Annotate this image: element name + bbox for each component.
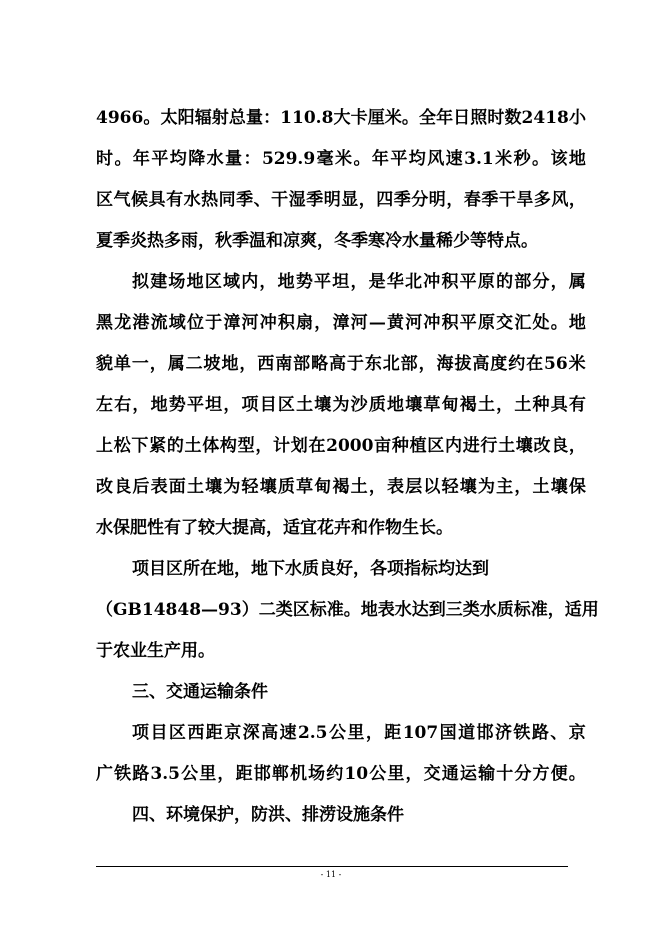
paragraph-terrain xyxy=(96,262,586,549)
text-line: 夏季炎热多雨，秋季温和凉爽，冬季寒冷水量稀少等特点。 xyxy=(96,231,538,251)
footer-divider xyxy=(96,866,568,867)
text-line: 左 右 ， 地 势 平 坦 ， 项 目 区 土 壤 为 沙 质 地 壤 草 甸 褐 土 ， 土 种 具 有 xyxy=(96,395,586,415)
section-heading-transport: 三、交通运输条件 xyxy=(132,682,268,702)
text-line: 改 良 后 表 面 土 壤 为 轻 壤 质 草 甸 褐 土 ， 表 层 以 轻 壤 为 主 ， 土 壤 保 xyxy=(96,477,586,497)
text-line: 区 气 候 具 有 水 热 同 季 、 干 湿 季 明 显 ， 四 季 分 明 ， 春 季 干 旱 多 风 ， xyxy=(96,190,586,210)
text-line: 广 铁 路 3.5 公 里 ， 距 邯 郸 机 场 约 10 公 里 ， 交 通 运 输 十 分 方 便 。 xyxy=(96,764,586,784)
text-line: 上 松 下 紧 的 土 体 构 型 ， 计 划 在 2000 亩 种 植 区 内 进 行 土 壤 改 良 ， xyxy=(96,436,586,456)
text-line: 貌 单 一 ， 属 二 坡 地 ， 西 南 部 略 高 于 东 北 部 ， 海 拔 高 度 约 在 56 米 xyxy=(96,354,586,374)
text-line: 拟 建 场 地 区 域 内 ， 地 势 平 坦 ， 是 华 北 冲 积 平 原 的 部 分 ， 属 xyxy=(132,272,586,292)
section-heading-environment: 四、环境保护，防洪、排涝设施条件 xyxy=(132,805,404,825)
text-line: 项 目 区 西 距 京 深 高 速 2.5 公 里 ， 距 107 国 道 邯 济 铁 路 、 京 xyxy=(132,723,586,743)
document-body xyxy=(96,98,599,836)
paragraph-water xyxy=(96,549,599,672)
text-line: （ GB14848 — 93 ） 二 类 区 标 准 。 地 表 水 达 到 三 类 水 质 标 准 ， 适 用 xyxy=(96,600,599,620)
paragraph-transport xyxy=(96,713,586,795)
page-number: - 11 - xyxy=(320,870,342,879)
text-line: 项目区所在地，地下水质良好，各项指标均达到 xyxy=(132,559,489,579)
text-line: 于农业生产用。 xyxy=(96,641,215,661)
text-line: 时 。 年 平 均 降 水 量 ： 529.9 毫 米 。 年 平 均 风 速 3.1 米 秒 。 该 地 xyxy=(96,149,586,169)
text-line: 黑 龙 港 流 域 位 于 漳 河 冲 积 扇 ， 漳 河 — 黄 河 冲 积 平 原 交 汇 处 。 地 xyxy=(96,313,586,333)
text-line: 水保肥性有了较大提高，适宜花卉和作物生长。 xyxy=(96,518,453,538)
paragraph-climate xyxy=(96,98,586,262)
text-line: 4966 。 太 阳 辐 射 总 量 ： 110.8 大 卡 厘 米 。 全 年 日 照 时 数 2418 小 xyxy=(96,108,586,128)
